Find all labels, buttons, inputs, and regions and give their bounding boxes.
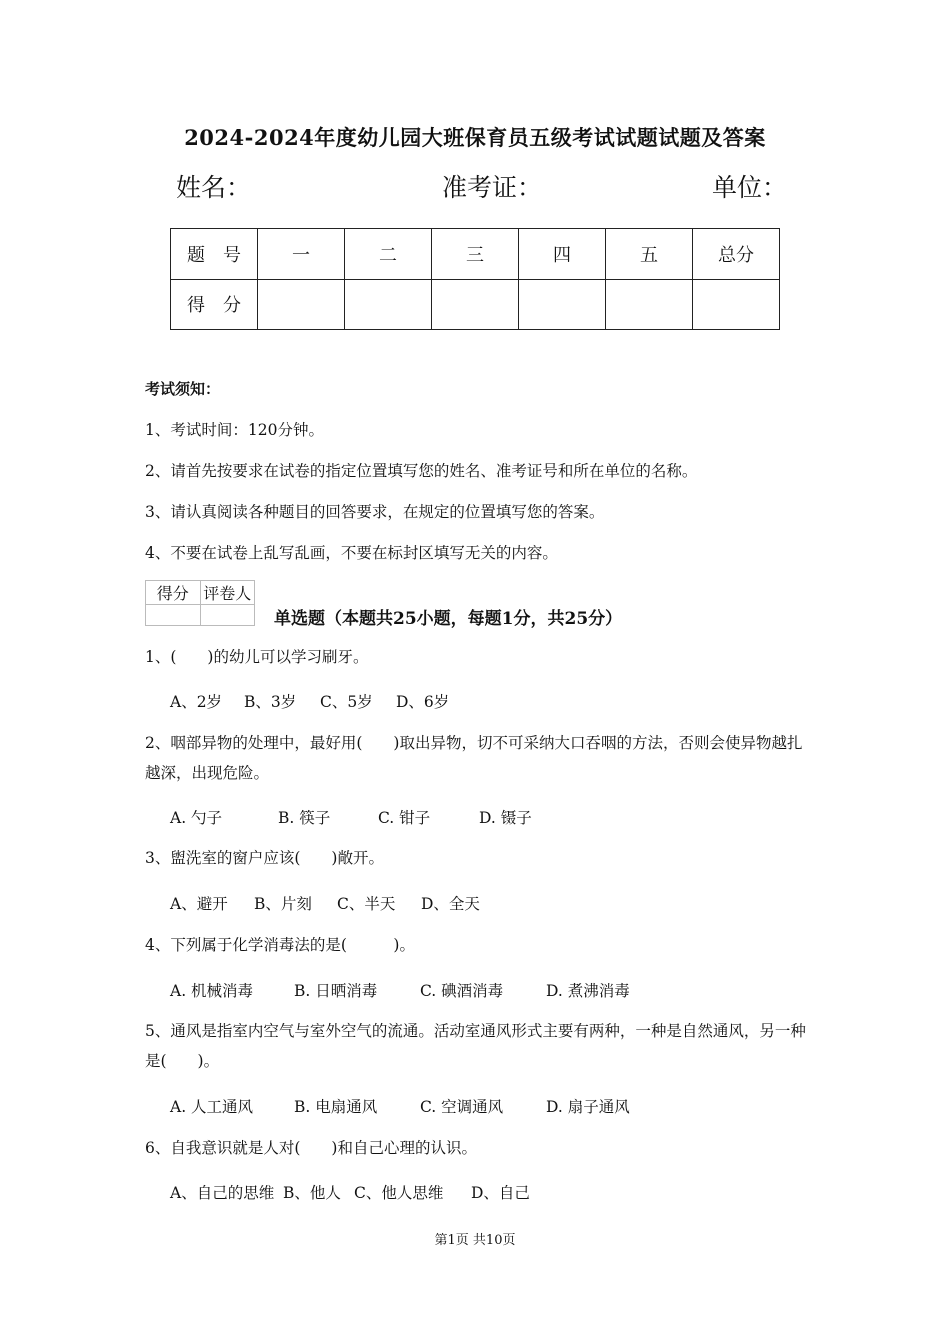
exam-id-field-label: 准考证： (442, 173, 543, 202)
score-cell (432, 279, 519, 330)
grader-score-label: 得分 (146, 581, 201, 605)
question-options (170, 690, 449, 712)
question-options (170, 979, 630, 1001)
question-options (170, 1095, 630, 1117)
score-cell (606, 279, 693, 330)
notice-item: 4、不要在试卷上乱写乱画，不要在标封区填写无关的内容。 (145, 544, 558, 562)
option: C. 碘酒消毒 (420, 982, 504, 1000)
option: D. 扇子通风 (546, 1098, 630, 1116)
column-header: 总分 (693, 229, 780, 280)
option: A、2岁 (170, 693, 223, 711)
question-options (170, 892, 480, 914)
option: B、他人 (283, 1184, 341, 1202)
column-header: 三 (432, 229, 519, 280)
page-footer: 第1页 共10页 (434, 1233, 516, 1248)
option: A. 人工通风 (170, 1098, 254, 1116)
option: A. 勺子 (170, 809, 223, 827)
option: B. 电扇通风 (294, 1098, 378, 1116)
name-field-label: 姓名： (176, 173, 252, 202)
score-table (170, 228, 780, 330)
grader-name-cell (200, 605, 255, 626)
column-header: 一 (258, 229, 345, 280)
grader-score-cell (146, 605, 201, 626)
option: A、避开 (170, 895, 228, 913)
option: D. 煮沸消毒 (546, 982, 630, 1000)
score-cell (693, 279, 780, 330)
option: C、半天 (337, 895, 396, 913)
option: B. 日晒消毒 (294, 982, 378, 1000)
option: B、3岁 (244, 693, 297, 711)
option: B、片刻 (254, 895, 312, 913)
notice-item: 3、请认真阅读各种题目的回答要求，在规定的位置填写您的答案。 (145, 503, 605, 521)
option: D、6岁 (396, 693, 450, 711)
option: A. 机械消毒 (170, 982, 254, 1000)
question-stem: 6、自我意识就是人对( )和自己心理的认识。 (145, 1139, 477, 1157)
grader-box (145, 580, 255, 626)
notice-item: 1、考试时间：120分钟。 (145, 421, 324, 439)
score-cell (345, 279, 432, 330)
option: C. 钳子 (378, 809, 431, 827)
option: C、5岁 (320, 693, 373, 711)
question-number-label: 题 号 (171, 229, 258, 280)
score-label: 得 分 (171, 279, 258, 330)
grader-name-label: 评卷人 (200, 581, 255, 605)
score-table-score-row (171, 279, 780, 330)
question-stem: 2、咽部异物的处理中，最好用( )取出异物，切不可采纳大口吞咽的方法，否则会使异物越扎越深，出现危险。 (145, 734, 803, 782)
option: C、他人思维 (354, 1184, 444, 1202)
question-stem: 5、通风是指室内空气与室外空气的流通。活动室通风形式主要有两种，一种是自然通风，另一种是( )。 (145, 1022, 806, 1070)
question-stem: 1、( )的幼儿可以学习刷牙。 (145, 648, 369, 666)
column-header: 二 (345, 229, 432, 280)
notice-heading: 考试须知： (145, 380, 221, 398)
section-title: 单选题（本题共25小题，每题1分，共25分） (274, 609, 623, 629)
question-options (170, 1181, 530, 1203)
column-header: 四 (519, 229, 606, 280)
question-stem: 4、下列属于化学消毒法的是( )。 (145, 936, 415, 954)
exam-title: 2024-2024年度幼儿园大班保育员五级考试试题试题及答案 (184, 125, 766, 150)
option: D、全天 (421, 895, 480, 913)
score-table-header-row (171, 229, 780, 280)
option: D、自己 (471, 1184, 530, 1202)
question-stem: 3、盥洗室的窗户应该( )敞开。 (145, 849, 384, 867)
option: A、自己的思维 (170, 1184, 275, 1202)
score-cell (519, 279, 606, 330)
option: C. 空调通风 (420, 1098, 504, 1116)
notice-item: 2、请首先按要求在试卷的指定位置填写您的姓名、准考证号和所在单位的名称。 (145, 462, 698, 480)
option: B. 筷子 (278, 809, 331, 827)
candidate-fields (0, 168, 950, 208)
question-options (170, 806, 532, 828)
unit-field-label: 单位： (712, 173, 788, 202)
column-header: 五 (606, 229, 693, 280)
option: D. 镊子 (479, 809, 532, 827)
score-cell (258, 279, 345, 330)
